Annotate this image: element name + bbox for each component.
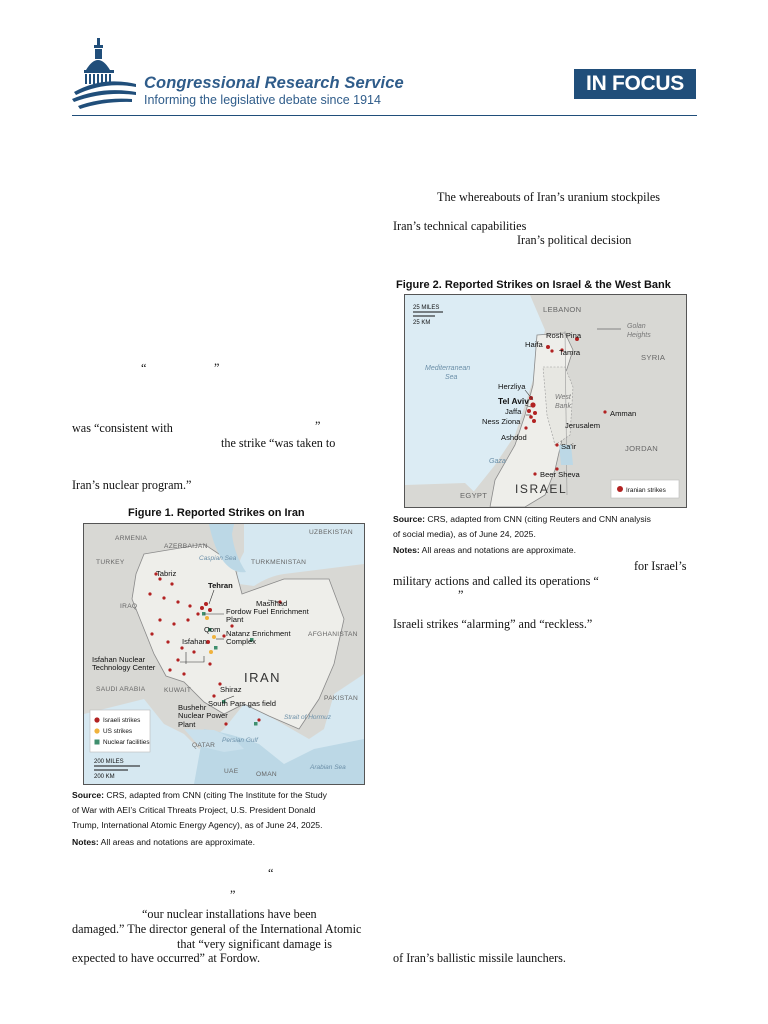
label-uzbekistan: UZBEKISTAN bbox=[309, 529, 353, 536]
legend-nuclear-swatch bbox=[95, 740, 100, 745]
label-egypt: EGYPT bbox=[460, 491, 488, 500]
line-alarming: Israeli strikes “alarming” and “reckless.” bbox=[393, 617, 593, 631]
label-sair: Sa’ir bbox=[561, 442, 577, 451]
label-tabriz: Tabriz bbox=[156, 569, 177, 578]
legend-israeli: Israeli strikes bbox=[103, 717, 141, 724]
line-consistent-with: was “consistent with bbox=[72, 421, 173, 435]
label-west-bank-2: Bank bbox=[555, 403, 571, 410]
in-focus-badge: IN FOCUS bbox=[574, 69, 696, 99]
line-installations: “our nuclear installations have been bbox=[142, 907, 317, 921]
org-tagline: Informing the legislative debate since 1914 bbox=[144, 93, 381, 107]
label-jordan: JORDAN bbox=[625, 444, 659, 453]
figure1-notes: Notes: All areas and notations are approximate. bbox=[72, 837, 255, 847]
label-arabian-sea: Arabian Sea bbox=[310, 764, 346, 771]
figure2-source-line1: Source: CRS, adapted from CNN (citing Reuters and CNN analysis bbox=[393, 514, 651, 524]
label-south-pars: South Pars gas field bbox=[208, 699, 276, 708]
org-name: Congressional Research Service bbox=[144, 74, 404, 92]
left-quote-close: ” bbox=[214, 361, 220, 375]
label-turkmenistan: TURKMENISTAN bbox=[251, 559, 307, 566]
line-military-actions: military actions and called its operations “ bbox=[393, 574, 599, 588]
figure1-source-line1: Source: CRS, adapted from CNN (citing The Institute for the Study bbox=[72, 790, 327, 800]
iran-map bbox=[83, 523, 365, 785]
label-jaffa: Jaffa bbox=[505, 407, 522, 416]
label-natanz: Natanz Enrichment Complex bbox=[226, 630, 291, 647]
scale2-miles: 25 MILES bbox=[413, 305, 440, 311]
line-stockpiles: The whereabouts of Iran’s uranium stockpiles bbox=[437, 190, 661, 204]
label-med-sea-2: Sea bbox=[445, 374, 458, 381]
label-tamra: Tamra bbox=[559, 348, 581, 357]
label-qom: Qom bbox=[204, 625, 221, 634]
capitol-dome-logo bbox=[72, 36, 138, 110]
label-uae: UAE bbox=[224, 768, 239, 775]
label-ashdod: Ashdod bbox=[501, 433, 527, 442]
label-isfahan: Isfahan bbox=[182, 637, 207, 646]
label-mashhad: Mashhad bbox=[256, 599, 288, 608]
line-launchers: of Iran’s ballistic missile launchers. bbox=[393, 951, 566, 965]
label-hormuz: Strait of Hormuz bbox=[284, 714, 331, 721]
label-azerbaijan: AZERBAIJAN bbox=[164, 543, 208, 550]
legend-nuclear: Nuclear facilities bbox=[103, 739, 150, 746]
line-close-quote: ” bbox=[458, 588, 464, 602]
legend-iranian-swatch bbox=[617, 486, 623, 492]
label-iraq: IRAQ bbox=[120, 603, 138, 610]
label-oman: OMAN bbox=[256, 771, 277, 778]
label-west-bank-1: West bbox=[555, 394, 571, 401]
line-consistent-close: ” bbox=[315, 419, 321, 433]
figure1-source-line2: of War with AEI’s Critical Threats Project, U.S. President Donald bbox=[72, 805, 316, 815]
label-rosh-pina: Rosh Pina bbox=[546, 331, 582, 340]
line-for-israel: for Israel’s bbox=[634, 559, 687, 573]
label-golan-1: Golan bbox=[627, 323, 646, 330]
figure1-source-line3: Trump, International Atomic Energy Agency), as of June 24, 2025. bbox=[72, 820, 323, 830]
label-israel: ISRAEL bbox=[515, 482, 568, 496]
label-amman: Amman bbox=[610, 409, 637, 418]
line-strike-taken: the strike “was taken to bbox=[221, 436, 336, 450]
line-political-decision: Iran’s political decision bbox=[517, 233, 632, 247]
line-nuclear-program: Iran’s nuclear program.” bbox=[72, 478, 192, 492]
figure2-title: Figure 2. Reported Strikes on Israel & the West Bank bbox=[396, 279, 671, 291]
label-gaza: Gaza bbox=[489, 458, 506, 465]
left-quote-open: “ bbox=[141, 361, 147, 375]
left-bottom-quote-open: “ bbox=[268, 866, 274, 880]
label-isfahan-ntc: Isfahan Nuclear Technology Center bbox=[92, 656, 156, 673]
label-pakistan: PAKISTAN bbox=[324, 695, 359, 702]
label-turkey: TURKEY bbox=[96, 559, 125, 566]
label-afghanistan: AFGHANISTAN bbox=[308, 631, 358, 638]
line-fordow: expected to have occurred” at Fordow. bbox=[72, 951, 261, 965]
label-bushehr: Bushehr Nuclear Power Plant bbox=[178, 704, 228, 729]
label-kuwait: KUWAIT bbox=[164, 687, 192, 694]
figure1-title: Figure 1. Reported Strikes on Iran bbox=[128, 507, 305, 519]
label-haifa: Haifa bbox=[525, 340, 543, 349]
legend-israeli-swatch bbox=[94, 717, 99, 722]
label-herzliya: Herzliya bbox=[498, 382, 526, 391]
scale-km: 200 KM bbox=[94, 774, 115, 780]
legend-us: US strikes bbox=[103, 728, 133, 735]
label-beer-sheva: Beer Sheva bbox=[540, 470, 580, 479]
left-bottom-quote-close: ” bbox=[230, 888, 236, 902]
label-syria: SYRIA bbox=[641, 353, 666, 362]
label-golan-2: Heights bbox=[627, 332, 651, 339]
line-director-general: damaged.” The director general of the International Atomic bbox=[72, 922, 362, 936]
figure2-source-line2: of social media), as of June 24, 2025. bbox=[393, 529, 536, 539]
label-caspian: Caspian Sea bbox=[199, 555, 237, 562]
label-armenia: ARMENIA bbox=[115, 535, 148, 542]
label-med-sea-1: Mediterranean bbox=[425, 365, 471, 372]
figure2-notes: Notes: All areas and notations are approximate. bbox=[393, 545, 576, 555]
label-saudi-arabia: SAUDI ARABIA bbox=[96, 686, 146, 693]
label-fordow: Fordow Fuel Enrichment Plant bbox=[226, 608, 309, 625]
label-iran: IRAN bbox=[244, 670, 282, 685]
label-ness-ziona: Ness Ziona bbox=[482, 417, 521, 426]
israel-map bbox=[404, 294, 687, 508]
scale-miles: 200 MILES bbox=[94, 759, 124, 765]
label-jerusalem: Jerusalem bbox=[565, 421, 601, 430]
header-rule bbox=[72, 115, 697, 116]
label-shiraz: Shiraz bbox=[220, 685, 242, 694]
legend-us-swatch bbox=[94, 728, 99, 733]
label-persian-gulf: Persian Gulf bbox=[222, 737, 258, 744]
legend-iranian: Iranian strikes bbox=[626, 487, 666, 494]
line-capabilities: Iran’s technical capabilities bbox=[393, 219, 527, 233]
label-tehran: Tehran bbox=[208, 581, 233, 590]
line-significant-damage: that “very significant damage is bbox=[177, 937, 332, 951]
label-qatar: QATAR bbox=[192, 742, 216, 749]
scale2-km: 25 KM bbox=[413, 320, 431, 326]
label-lebanon: LEBANON bbox=[543, 305, 582, 314]
label-tel-aviv: Tel Aviv bbox=[498, 396, 529, 406]
